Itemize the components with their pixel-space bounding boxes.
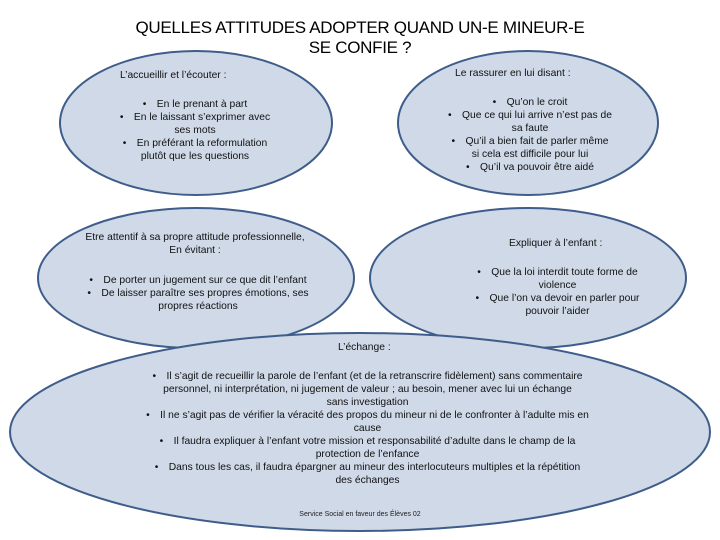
list-item-text: De laisser paraître ses propres émotions, ses [101, 288, 309, 299]
list-item-line [450, 279, 665, 292]
page-title-line-2: SE CONFIE ? [308, 38, 412, 57]
list-item [105, 435, 630, 461]
list-item-text: pouvoir l’aider [525, 306, 590, 317]
attentif-list [68, 274, 328, 313]
list-item-line [425, 148, 635, 161]
list-item-text: Que l’on va devoir en parler pour [489, 293, 640, 304]
list-item [100, 98, 290, 111]
list-item-text: En préférant la reformulation [136, 138, 268, 149]
list-item-line [105, 435, 630, 448]
list-item-line [425, 135, 635, 148]
list-item-text: des échanges [335, 475, 400, 486]
list-item-text: propres réactions [158, 301, 238, 312]
bullet-icon: • [475, 293, 480, 304]
page-title-line-1: QUELLES ATTITUDES ADOPTER QUAND UN-E MINEUR-E [135, 18, 585, 37]
list-item-line [450, 305, 665, 318]
bullet-icon: • [492, 97, 497, 108]
list-item-line [425, 122, 635, 135]
list-item [100, 137, 290, 163]
list-item-text: sa faute [511, 123, 549, 134]
list-item-line [450, 266, 665, 279]
list-item-text: Qu’on le croit [506, 97, 568, 108]
list-item-text: Il faudra expliquer à l’enfant votre mission et responsabilité d’adulte dans le champ de la [173, 436, 576, 447]
list-item-line [100, 124, 290, 137]
list-item [425, 96, 635, 109]
accueillir-list [100, 98, 290, 163]
list-item-line [425, 161, 635, 174]
attentif-heading-line-2: En évitant : [169, 245, 221, 256]
list-item [68, 274, 328, 287]
expliquer-heading: Expliquer à l’enfant : [509, 238, 603, 249]
list-item-line [100, 150, 290, 163]
list-item [425, 135, 635, 161]
list-item [450, 292, 665, 318]
list-item-text: Qu’il a bien fait de parler même [465, 136, 609, 147]
bullet-icon: • [152, 371, 157, 382]
bullet-icon: • [146, 410, 150, 421]
list-item [450, 266, 665, 292]
list-item-line [68, 300, 328, 313]
list-item-text: De porter un jugement sur ce que dit l’enfant [103, 275, 307, 286]
list-item-line [425, 96, 635, 109]
list-item-text: Il ne s’agit pas de vérifier la véracité des propos du mineur ni de le confronter à l’adulte mis en [160, 410, 589, 421]
list-item-text: si cela est difficile pour lui [471, 149, 589, 160]
list-item-line [105, 422, 630, 435]
expliquer-list [450, 266, 665, 318]
list-item-line [105, 396, 630, 409]
list-item [105, 409, 630, 435]
list-item-line [450, 292, 665, 305]
list-item-text: ses mots [174, 125, 216, 136]
list-item-text: Il s’agit de recueillir la parole de l’enfant (et de la retranscrire fidèlement) sans commentaire [166, 371, 583, 382]
accueillir-heading: L’accueillir et l’écouter : [120, 70, 227, 81]
list-item-text: En le prenant à part [156, 99, 248, 110]
list-item-line [68, 274, 328, 287]
bullet-icon: • [451, 136, 456, 147]
list-item-line [68, 287, 328, 300]
bullet-icon: • [154, 462, 159, 473]
list-item-line [105, 448, 630, 461]
list-item-text: plutôt que les questions [140, 151, 250, 162]
list-item-text: Dans tous les cas, il faudra épargner au mineur des interlocuteurs multiples et la répétition [168, 462, 581, 473]
list-item-text: protection de l’enfance [315, 449, 420, 460]
echange-list [105, 370, 630, 487]
list-item-line [105, 409, 630, 422]
list-item [68, 287, 328, 313]
list-item-line [105, 383, 630, 396]
list-item-text: Que la loi interdit toute forme de [491, 267, 638, 278]
list-item [100, 111, 290, 137]
bullet-icon: • [159, 436, 164, 447]
rassurer-list [425, 96, 635, 174]
footer-credit: Service Social en faveur des Élèves 02 [299, 511, 421, 518]
list-item [425, 161, 635, 174]
list-item [425, 109, 635, 135]
list-item-text: Que ce qui lui arrive n’est pas de [462, 110, 612, 121]
echange-heading: L’échange : [338, 342, 391, 353]
list-item-line [105, 461, 630, 474]
list-item-text: violence [538, 280, 577, 291]
list-item-line [105, 370, 630, 383]
list-item [105, 461, 630, 487]
list-item-line [100, 111, 290, 124]
list-item-line [100, 137, 290, 150]
bullet-icon: • [466, 162, 470, 173]
list-item [105, 370, 630, 409]
list-item-text: personnel, ni interprétation, ni jugement de valeur ; au besoin, mener avec lui un échange [163, 384, 572, 395]
list-item-text: cause [353, 423, 382, 434]
bullet-icon: • [119, 112, 124, 123]
list-item-line [105, 474, 630, 487]
rassurer-heading: Le rassurer en lui disant : [455, 68, 571, 79]
bullet-icon: • [89, 275, 93, 286]
list-item-line [425, 109, 635, 122]
bullet-icon: • [448, 110, 452, 121]
bullet-icon: • [87, 288, 92, 299]
attentif-heading [60, 231, 330, 257]
list-item-text: En le laissant s’exprimer avec [133, 112, 271, 123]
list-item-line [100, 98, 290, 111]
bullet-icon: • [477, 267, 481, 278]
bullet-icon: • [142, 99, 147, 110]
bullet-icon: • [122, 138, 127, 149]
list-item-text: sans investigation [326, 397, 409, 408]
list-item-text: Qu’il va pouvoir être aidé [480, 162, 594, 173]
attentif-heading-line-1: Etre attentif à sa propre attitude professionnelle, [85, 232, 305, 243]
